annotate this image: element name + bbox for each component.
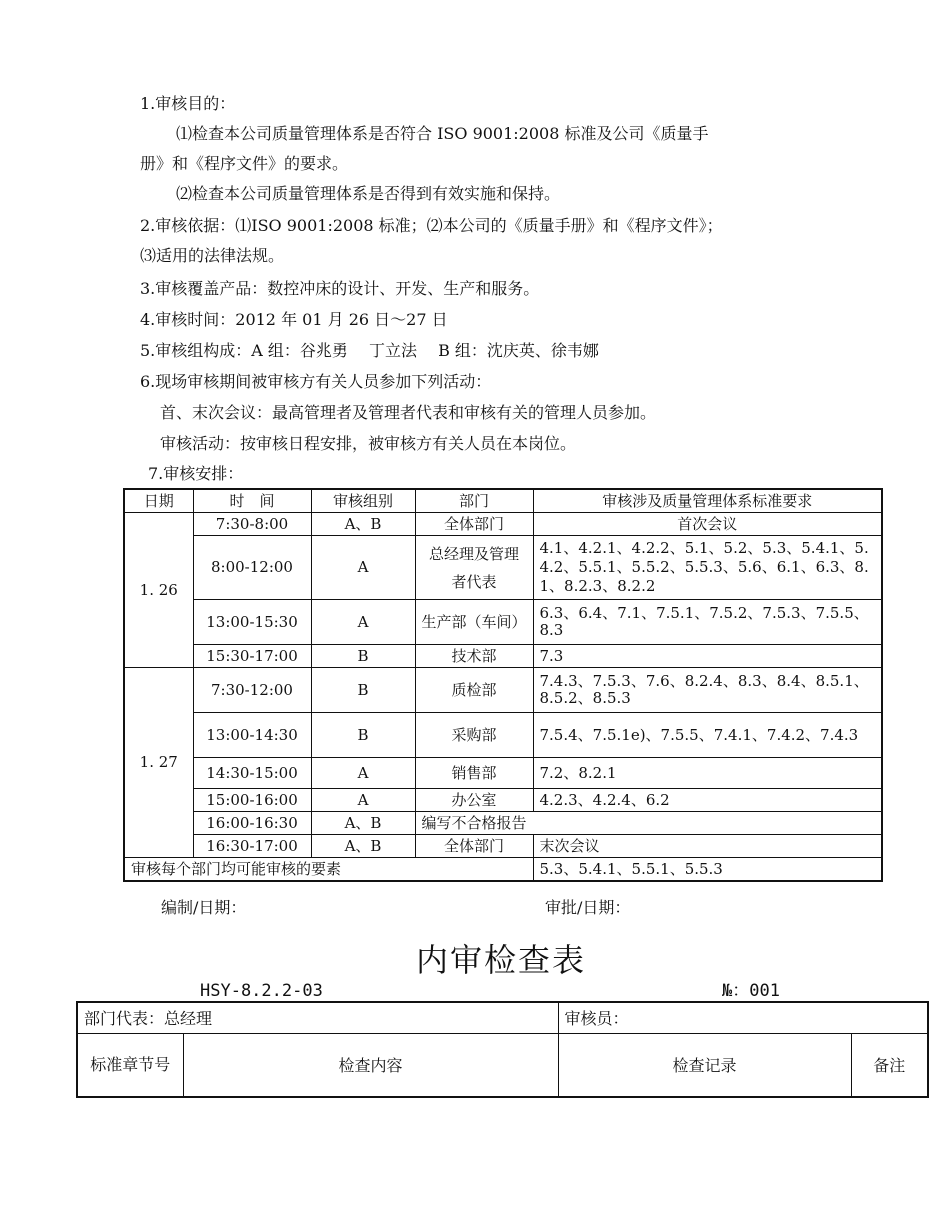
header-date: 日期 <box>124 489 193 513</box>
time-cell: 16:00-16:30 <box>193 812 311 835</box>
participants-activity: 审核活动：按审核日程安排，被审核方有关人员在本岗位。 <box>160 434 577 453</box>
header-content: 检查内容 <box>183 1034 558 1098</box>
req-cell: 7.3 <box>533 645 882 668</box>
section-team: 5.审核组构成：A 组：谷兆勇 丁立法 B 组：沈庆英、徐韦娜 <box>140 341 599 360</box>
header-clause: 标准章节号 <box>77 1034 183 1098</box>
dept-cell: 全体部门 <box>415 835 533 858</box>
header-time: 时 间 <box>193 489 311 513</box>
table-row <box>124 645 882 668</box>
dept-cell: 销售部 <box>415 758 533 789</box>
group-cell: A <box>311 789 415 812</box>
header-remarks: 备注 <box>851 1034 928 1098</box>
time-cell: 16:30-17:00 <box>193 835 311 858</box>
form-code: HSY-8.2.2-03 <box>200 981 323 1001</box>
footer-req: 5.3、5.4.1、5.5.1、5.5.3 <box>533 858 882 882</box>
group-cell: A、B <box>311 513 415 536</box>
section-basis: 2.审核依据：⑴ISO 9001:2008 标准；⑵本公司的《质量手册》和《程序文件》； <box>140 216 723 235</box>
purpose-item-1: ⑴检查本公司质量管理体系是否符合 ISO 9001:2008 标准及公司《质量手 <box>176 124 709 143</box>
header-group: 审核组别 <box>311 489 415 513</box>
section-time: 4.审核时间：2012 年 01 月 26 日～27 日 <box>140 310 448 329</box>
form-number: №：001 <box>722 981 780 1001</box>
table-header-row <box>124 489 882 513</box>
time-cell: 14:30-15:00 <box>193 758 311 789</box>
group-cell: A <box>311 536 415 600</box>
table-row <box>124 513 882 536</box>
dept-cell: 技术部 <box>415 645 533 668</box>
group-cell: A <box>311 758 415 789</box>
approved-by-label: 审批/日期： <box>545 898 631 917</box>
req-cell: 7.4.3、7.5.3、7.6、8.2.4、8.3、8.4、8.5.1、8.5.2、8.5.3 <box>533 668 882 713</box>
dept-cell: 编写不合格报告 <box>415 812 882 835</box>
table-row <box>124 758 882 789</box>
header-dept: 部门 <box>415 489 533 513</box>
date-cell: 1. 27 <box>124 668 193 858</box>
req-cell: 4.1、4.2.1、4.2.2、5.1、5.2、5.3、5.4.1、5.4.2、5.5.1、5.5.2、5.5.3、5.6、6.1、6.3、8.1、8.2.3、8.2.2 <box>533 536 882 600</box>
section-purpose: 1.审核目的： <box>140 94 236 113</box>
footer-label: 审核每个部门均可能审核的要素 <box>124 858 533 882</box>
table-row <box>124 812 882 835</box>
purpose-item-2: ⑵检查本公司质量管理体系是否得到有效实施和保持。 <box>176 184 561 203</box>
table-row <box>124 600 882 645</box>
req-cell: 7.2、8.2.1 <box>533 758 882 789</box>
table-footer-row <box>124 858 882 882</box>
group-cell: B <box>311 713 415 758</box>
date-cell: 1. 26 <box>124 513 193 668</box>
group-cell: A <box>311 600 415 645</box>
table-row <box>124 713 882 758</box>
dept-cell: 办公室 <box>415 789 533 812</box>
header-record: 检查记录 <box>558 1034 851 1098</box>
section-participants: 6.现场审核期间被审核方有关人员参加下列活动： <box>140 372 492 391</box>
auditor-field: 审核员： <box>558 1002 928 1034</box>
section-schedule: 7.审核安排： <box>148 464 244 483</box>
time-cell: 13:00-15:30 <box>193 600 311 645</box>
time-cell: 7:30-8:00 <box>193 513 311 536</box>
audit-schedule-table <box>123 488 883 882</box>
group-cell: A、B <box>311 812 415 835</box>
dept-cell: 全体部门 <box>415 513 533 536</box>
table-row <box>124 668 882 713</box>
group-cell: A、B <box>311 835 415 858</box>
dept-cell: 生产部（车间） <box>415 600 533 645</box>
participants-meeting: 首、末次会议：最高管理者及管理者代表和审核有关的管理人员参加。 <box>160 403 657 422</box>
req-cell: 6.3、6.4、7.1、7.5.1、7.5.2、7.5.3、7.5.5、8.3 <box>533 600 882 645</box>
section-basis-cont: ⑶适用的法律法规。 <box>140 246 285 265</box>
group-cell: B <box>311 645 415 668</box>
header-requirements: 审核涉及质量管理体系标准要求 <box>533 489 882 513</box>
table-row <box>124 536 882 600</box>
prepared-by-label: 编制/日期： <box>161 898 247 917</box>
time-cell: 13:00-14:30 <box>193 713 311 758</box>
checklist-table <box>76 1001 929 1098</box>
dept-representative: 部门代表：总经理 <box>77 1002 558 1034</box>
dept-cell: 总经理及管理者代表 <box>415 536 533 600</box>
time-cell: 15:00-16:00 <box>193 789 311 812</box>
req-cell: 首次会议 <box>533 513 882 536</box>
req-cell: 7.5.4、7.5.1e)、7.5.5、7.4.1、7.4.2、7.4.3 <box>533 713 882 758</box>
time-cell: 7:30-12:00 <box>193 668 311 713</box>
table-row <box>124 835 882 858</box>
checklist-title: 内审检查表 <box>416 941 587 979</box>
group-cell: B <box>311 668 415 713</box>
section-scope: 3.审核覆盖产品：数控冲床的设计、开发、生产和服务。 <box>140 279 540 298</box>
req-cell: 4.2.3、4.2.4、6.2 <box>533 789 882 812</box>
time-cell: 15:30-17:00 <box>193 645 311 668</box>
table-row <box>124 789 882 812</box>
dept-cell: 采购部 <box>415 713 533 758</box>
time-cell: 8:00-12:00 <box>193 536 311 600</box>
req-cell: 末次会议 <box>533 835 882 858</box>
checklist-info-row <box>77 1002 928 1034</box>
checklist-header-row <box>77 1034 928 1098</box>
dept-cell: 质检部 <box>415 668 533 713</box>
purpose-item-1-cont: 册》和《程序文件》的要求。 <box>140 154 349 173</box>
